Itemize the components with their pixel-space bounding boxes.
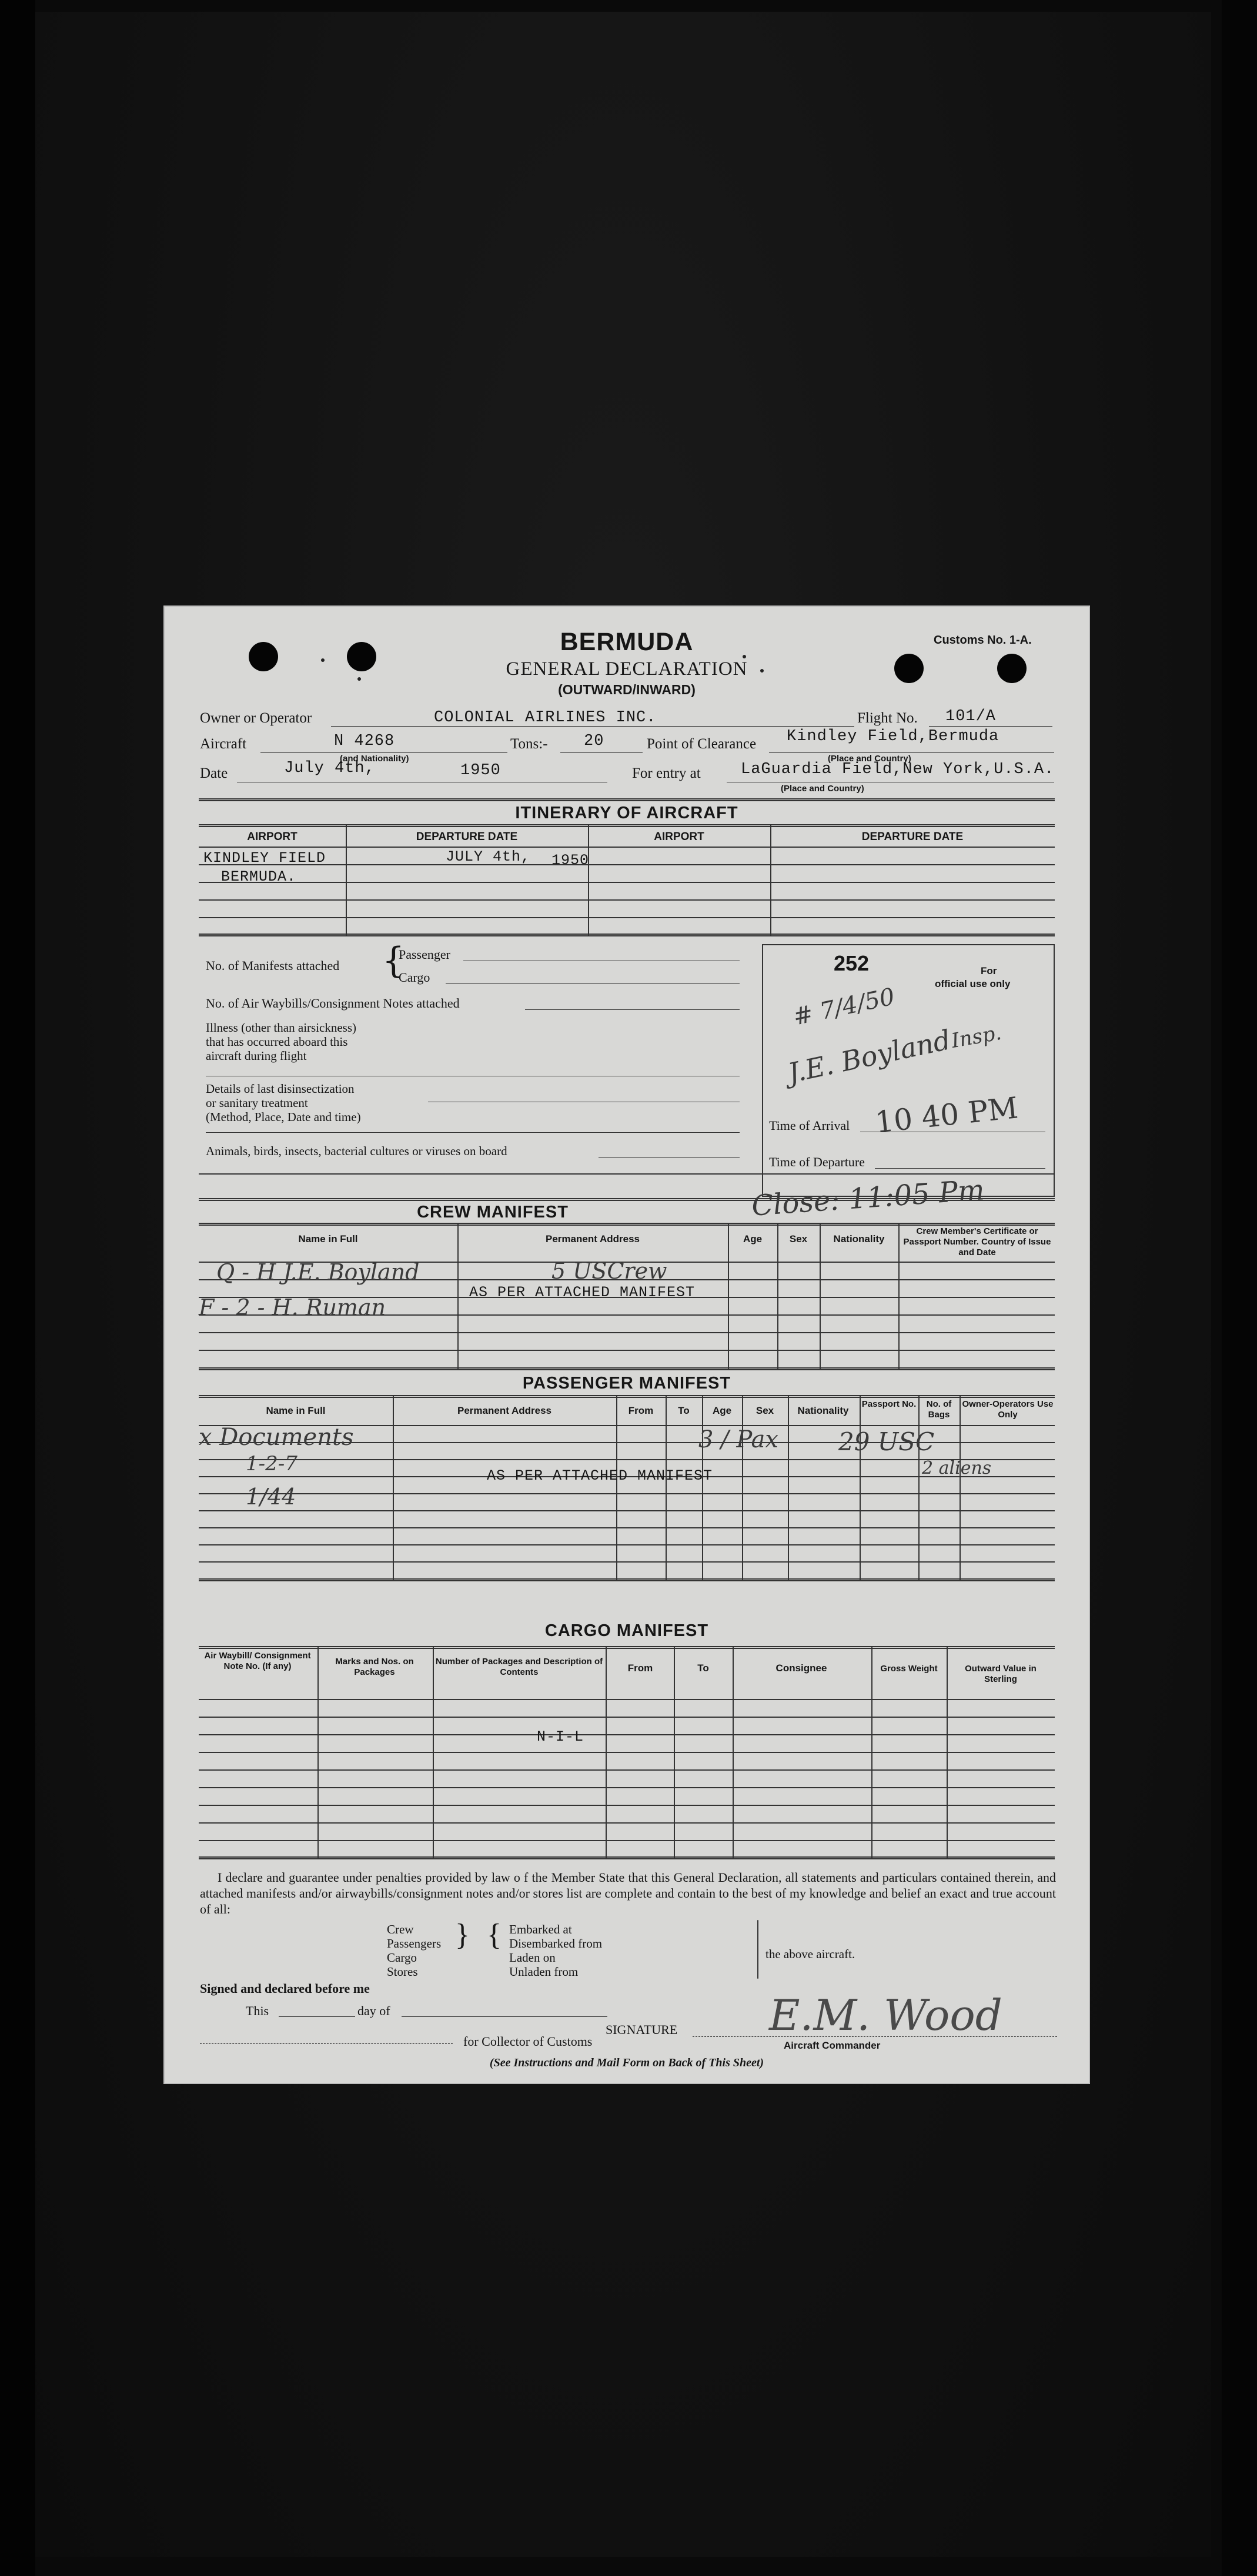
date-label: Date <box>200 765 228 781</box>
illness-label-line: that has occurred aboard this <box>206 1035 348 1049</box>
arrival-label: Time of Arrival <box>769 1118 850 1133</box>
tons-label: Tons:- <box>510 736 548 752</box>
year-value: 1950 <box>460 762 501 780</box>
declaration-brace: } <box>455 1918 470 1952</box>
cargo-header-rule <box>199 1646 1055 1649</box>
cargo-col-divider <box>947 1646 948 1859</box>
crew-col-age: Age <box>743 1233 763 1244</box>
illness-label-line: aircraft during flight <box>206 1049 307 1063</box>
passenger-handwritten-6: 2 aliens <box>922 1458 992 1478</box>
crew-col-certificate: Crew Member's Certificate or Passport Number. Country of Issue and Date <box>903 1226 1051 1257</box>
declaration-bracket <box>757 1920 758 1979</box>
declaration-text: I declare and guarantee under penalties provided by law o f the Member State that this General Declaration, all statements and particulars contained therein, and attached manifests and/or airwaybills/consignment notes and/or stores list are complete and contain to the best of my knowledge and belief an exact and true account of all: <box>200 1870 1056 1916</box>
form-title: BERMUDA <box>560 628 694 656</box>
cargo-row-rule <box>199 1734 1055 1735</box>
passenger-col-owner: Owner-Operators Use Only <box>962 1399 1054 1420</box>
clearance-value: Kindley Field,Bermuda <box>787 728 999 745</box>
passenger-label: Passenger <box>399 947 450 962</box>
passenger-col-divider <box>393 1395 394 1581</box>
cargo-col-divider <box>871 1646 872 1859</box>
passenger-handwritten-2: 1-2-7 <box>246 1452 297 1476</box>
itinerary-col-divider <box>588 824 589 936</box>
cargo-row-rule <box>199 1787 1055 1788</box>
official-handwritten-insp: Insp. <box>950 1021 1004 1053</box>
this-day-line <box>279 2016 355 2017</box>
itinerary-rule <box>199 798 1055 801</box>
form-subtitle: GENERAL DECLARATION <box>506 658 748 680</box>
cargo-label: Cargo <box>399 970 430 985</box>
departure-label: Time of Departure <box>769 1155 865 1169</box>
this-label: This <box>246 2003 269 2018</box>
official-stamp-number: 252 <box>834 951 870 975</box>
itinerary-header-rule <box>199 824 1055 827</box>
passenger-bottom-rule <box>199 1578 1055 1581</box>
declaration-item: Cargo <box>387 1951 417 1965</box>
itinerary-airport-line2: BERMUDA. <box>221 868 297 885</box>
cargo-nil-value: N-I-L <box>537 1728 584 1745</box>
itinerary-col-departure-1: DEPARTURE DATE <box>416 831 518 843</box>
disinsect-label-line: (Method, Place, Date and time) <box>206 1110 361 1124</box>
speck <box>321 658 325 662</box>
passenger-row-rule <box>199 1510 1055 1511</box>
declaration-disembarked: Disembarked from <box>509 1936 603 1951</box>
declaration-items <box>387 1922 441 1979</box>
cargo-col-divider <box>317 1646 319 1859</box>
passenger-col-divider <box>960 1395 961 1581</box>
owner-value: COLONIAL AIRLINES INC. <box>434 709 657 727</box>
clearance-sub: (Place and Country) <box>828 754 911 764</box>
cargo-row-rule <box>199 1717 1055 1718</box>
declaration-above-aircraft: the above aircraft. <box>765 1947 855 1961</box>
declaration-item: Stores <box>387 1965 418 1979</box>
passenger-col-divider <box>702 1395 703 1581</box>
cargo-row-rule <box>199 1840 1055 1841</box>
itinerary-row-rule <box>199 864 1055 865</box>
signed-label: Signed and declared before me <box>200 1981 370 1996</box>
date-value: July 4th, <box>284 760 375 777</box>
passenger-col-from: From <box>628 1405 654 1416</box>
itinerary-row-rule <box>199 917 1055 918</box>
passenger-col-name: Name in Full <box>266 1405 326 1416</box>
passenger-col-age: Age <box>712 1405 732 1416</box>
declaration-laden: Laden on <box>509 1951 556 1965</box>
itinerary-bottom-rule <box>199 934 1055 936</box>
animals-label: Animals, birds, insects, bacterial cultures or viruses on board <box>206 1144 507 1158</box>
official-use-label: official use only <box>935 978 1011 989</box>
passenger-row-rule <box>199 1544 1055 1545</box>
speck <box>357 677 361 681</box>
passenger-col-sex: Sex <box>755 1405 774 1416</box>
passenger-typed-note: AS PER ATTACHED MANIFEST <box>487 1467 713 1484</box>
passenger-row-rule <box>199 1493 1055 1494</box>
itinerary-row-rule <box>199 847 1055 848</box>
cargo-row-rule <box>199 1699 1055 1700</box>
cargo-col-divider <box>674 1646 675 1859</box>
collector-label: for Collector of Customs <box>463 2034 593 2049</box>
passenger-col-to: To <box>678 1405 690 1416</box>
itinerary-row-rule <box>199 899 1055 901</box>
passenger-col-divider <box>616 1395 617 1581</box>
cargo-count-line <box>446 983 740 984</box>
waybills-label: No. of Air Waybills/Consignment Notes attached <box>206 996 460 1011</box>
tons-value: 20 <box>584 732 604 750</box>
passenger-col-address: Permanent Address <box>457 1405 551 1416</box>
speck <box>743 655 746 658</box>
crew-handwritten-close: Close: 11:05 Pm <box>750 1173 986 1223</box>
collector-line <box>200 2043 453 2044</box>
aircraft-label: Aircraft <box>200 736 247 752</box>
crew-row-rule <box>199 1350 1055 1351</box>
passenger-col-divider <box>742 1395 743 1581</box>
cargo-col-divider <box>433 1646 434 1859</box>
crew-col-divider <box>898 1223 900 1370</box>
passenger-col-passport: Passport No. <box>861 1399 917 1409</box>
passenger-col-divider <box>918 1395 920 1581</box>
crew-header-rule <box>199 1223 1055 1226</box>
cargo-col-waybill: Air Waybill/ Consignment Note No. (If any) <box>204 1651 311 1671</box>
aircraft-line <box>260 752 507 753</box>
passenger-handwritten-4: 3 / Pax <box>698 1426 778 1453</box>
manifests-attached-label: No. of Manifests attached <box>206 958 340 973</box>
cargo-row-rule <box>199 1769 1055 1771</box>
passenger-col-divider <box>860 1395 861 1581</box>
itinerary-airport-line1: KINDLEY FIELD <box>203 849 326 867</box>
crew-col-nationality: Nationality <box>833 1233 885 1244</box>
cargo-col-weight: Gross Weight <box>880 1664 938 1674</box>
declaration-embarked: Embarked at <box>509 1922 572 1936</box>
cargo-col-divider <box>606 1646 607 1859</box>
departure-line <box>875 1168 1045 1169</box>
passenger-col-divider <box>666 1395 667 1581</box>
aircraft-value: N 4268 <box>334 732 395 750</box>
cargo-col-packages: Number of Packages and Description of Contents <box>435 1657 603 1677</box>
itinerary-row-rule <box>199 882 1055 883</box>
crew-col-divider <box>820 1223 821 1370</box>
arrival-value: 10 40 PM <box>873 1090 1020 1140</box>
flight-line <box>929 726 1052 727</box>
crew-bottom-rule <box>199 1367 1055 1370</box>
crew-typed-note: AS PER ATTACHED MANIFEST <box>469 1284 696 1301</box>
flight-value: 101/A <box>945 708 997 725</box>
film-edge-right <box>1222 0 1257 2576</box>
flight-label: Flight No. <box>857 710 918 726</box>
declaration-unladen: Unladen from <box>509 1965 579 1979</box>
crew-handwritten-3: F - 2 - H. Ruman <box>199 1294 386 1320</box>
passenger-row-rule <box>199 1561 1055 1563</box>
film-edge-left <box>0 0 35 2576</box>
waybills-line <box>525 1009 740 1010</box>
clearance-line <box>769 752 1054 753</box>
passenger-row-rule <box>199 1527 1055 1528</box>
cargo-col-value: Outward Value in Sterling <box>965 1664 1037 1684</box>
cargo-col-to: To <box>697 1662 709 1674</box>
crew-handwritten-2: 5 USCrew <box>551 1258 667 1284</box>
brace: { <box>382 940 405 981</box>
day-of-label: day of <box>357 2003 390 2018</box>
passenger-col-nationality: Nationality <box>797 1405 849 1416</box>
passenger-handwritten-1: x Documents <box>199 1424 354 1451</box>
disinsect-line-2 <box>206 1132 740 1133</box>
entry-label: For entry at <box>632 765 701 781</box>
passenger-title: PASSENGER MANIFEST <box>522 1374 731 1393</box>
declaration-item: Passengers <box>387 1936 442 1951</box>
entry-sub: (Place and Country) <box>781 784 864 794</box>
itinerary-col-departure-2: DEPARTURE DATE <box>861 831 964 843</box>
passenger-handwritten-3: 1/44 <box>246 1484 296 1510</box>
entry-value: LaGuardia Field,New York,U.S.A. <box>741 761 1055 778</box>
cargo-row-rule <box>199 1752 1055 1753</box>
illness-label <box>206 1021 356 1063</box>
itinerary-col-airport-1: AIRPORT <box>247 831 297 843</box>
cargo-col-consignee: Consignee <box>775 1662 827 1674</box>
crew-col-sex: Sex <box>789 1233 808 1244</box>
form-direction: (OUTWARD/INWARD) <box>558 682 696 697</box>
commander-label: Aircraft Commander <box>784 2040 881 2051</box>
clearance-label: Point of Clearance <box>647 736 757 752</box>
cargo-col-divider <box>733 1646 734 1859</box>
passenger-col-bags: No. of Bags <box>926 1399 952 1420</box>
passenger-handwritten-5: 29 USC <box>838 1427 935 1456</box>
signature-label: SIGNATURE <box>606 2022 678 2037</box>
crew-col-name: Name in Full <box>298 1233 358 1244</box>
crew-col-address: Permanent Address <box>546 1233 640 1244</box>
disinsect-label <box>206 1082 361 1124</box>
crew-handwritten-1: Q - H J.E. Boyland <box>216 1259 420 1285</box>
day-of-line <box>402 2016 607 2017</box>
crew-col-divider <box>457 1223 459 1370</box>
aircraft-sub: (and Nationality) <box>340 754 409 764</box>
cargo-col-from: From <box>627 1662 653 1674</box>
itinerary-col-divider <box>346 824 347 936</box>
passenger-header-rule <box>199 1395 1055 1398</box>
disinsect-label-line: Details of last disinsectization <box>206 1082 355 1096</box>
speck <box>760 669 764 673</box>
commander-signature: E.M. Wood <box>769 1990 1002 2040</box>
disinsect-label-line: or sanitary treatment <box>206 1096 308 1110</box>
itinerary-col-divider <box>770 824 771 936</box>
illness-label-line: Illness (other than airsickness) <box>206 1021 357 1035</box>
declaration-item: Crew <box>387 1922 414 1936</box>
crew-title: CREW MANIFEST <box>417 1203 569 1222</box>
itinerary-departure-date: JULY 4th, <box>446 848 531 865</box>
instructions-note: (See Instructions and Mail Form on Back of This Sheet) <box>489 2056 764 2069</box>
crew-col-divider <box>728 1223 729 1370</box>
tons-line <box>560 752 643 753</box>
itinerary-col-airport-2: AIRPORT <box>654 831 704 843</box>
crew-col-divider <box>777 1223 778 1370</box>
itinerary-title: ITINERARY OF AIRCRAFT <box>515 804 738 822</box>
cargo-row-rule <box>199 1805 1055 1806</box>
crew-row-rule <box>199 1332 1055 1333</box>
passenger-col-divider <box>788 1395 789 1581</box>
cargo-bottom-rule <box>199 1856 1055 1859</box>
declaration-actions <box>509 1922 602 1979</box>
general-declaration-form <box>163 605 1090 2084</box>
cargo-col-marks: Marks and Nos. on Packages <box>335 1657 414 1677</box>
owner-label: Owner or Operator <box>200 710 312 726</box>
official-for-label: For <box>981 965 997 976</box>
form-number: Customs No. 1-A. <box>934 634 1032 647</box>
official-handwritten-name: J.E. Boyland <box>785 1023 954 1089</box>
cargo-row-rule <box>199 1822 1055 1824</box>
itinerary-departure-year: 1950 <box>551 852 590 869</box>
declaration-brace: { <box>487 1918 502 1952</box>
animals-line <box>599 1157 740 1158</box>
official-handwritten-date: # 7/4/50 <box>791 983 897 1031</box>
cargo-title: CARGO MANIFEST <box>544 1621 709 1640</box>
